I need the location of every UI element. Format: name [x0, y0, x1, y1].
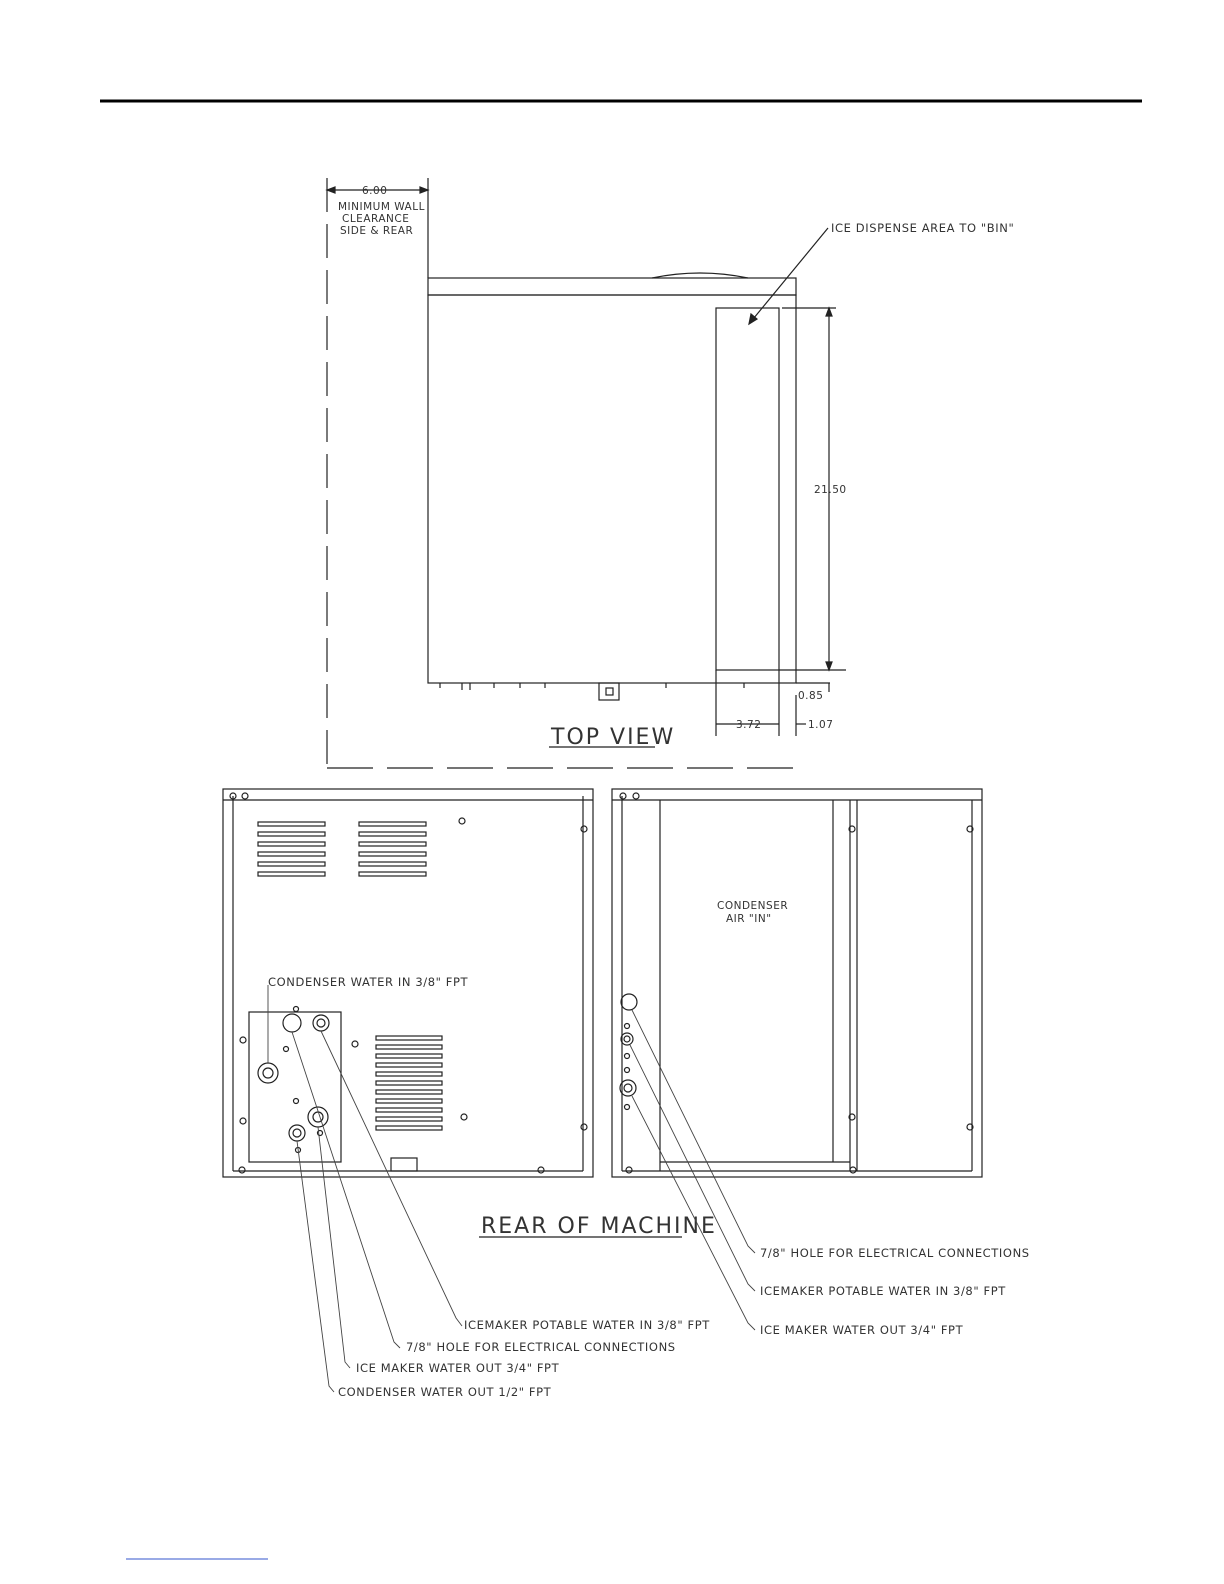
condenser-water-outlet [289, 1125, 305, 1141]
label-ice-maker-out-right: ICE MAKER WATER OUT 3/4" FPT [760, 1323, 964, 1337]
condenser-air-label-line-2: AIR "IN" [726, 913, 772, 925]
leader-condenser-water-out [297, 1141, 334, 1392]
rear-panel-right-outline [612, 789, 982, 1177]
arrowhead [826, 662, 832, 670]
label-condenser-water-in: CONDENSER WATER IN 3/8" FPT [268, 975, 469, 989]
icemaker-potable-inlet [313, 1015, 329, 1031]
cabinet-top-outline [428, 278, 796, 295]
clearance-label-line-3: SIDE & REAR [340, 225, 414, 237]
arrowhead [826, 308, 832, 316]
label-condenser-water-out: CONDENSER WATER OUT 1/2" FPT [338, 1385, 552, 1399]
leader-ice-maker-out-right [632, 1096, 755, 1330]
cabinet-body-outline [428, 295, 796, 683]
dim-dispense-width: 3.72 [736, 719, 762, 731]
rear-view-title: REAR OF MACHINE [481, 1214, 717, 1239]
arrowhead [420, 187, 428, 193]
label-icemaker-potable-right: ICEMAKER POTABLE WATER IN 3/8" FPT [760, 1284, 1006, 1298]
clearance-label-line-1: MINIMUM WALL [338, 201, 425, 213]
top-view [327, 178, 846, 768]
leader-ice-maker-out [318, 1127, 350, 1368]
electrical-hole [283, 1014, 301, 1032]
top-bump [652, 273, 748, 278]
leaders-right [630, 1010, 755, 1330]
leader-electrical-hole [292, 1032, 400, 1348]
leader-icemaker-potable-right [630, 1045, 755, 1291]
icemaker-potable-inlet [621, 1033, 633, 1045]
louver-group-upper-right [359, 822, 426, 876]
bottom-fittings [440, 683, 744, 690]
clearance-label-line-2: CLEARANCE [342, 213, 410, 225]
electrical-hole [621, 994, 637, 1010]
leaders-left [268, 985, 462, 1392]
ice-dispense-label: ICE DISPENSE AREA TO "BIN" [831, 221, 1015, 235]
label-electrical-hole-left: 7/8" HOLE FOR ELECTRICAL CONNECTIONS [406, 1340, 676, 1354]
condenser-air-label-line-1: CONDENSER [717, 900, 789, 912]
front-tab-inner [606, 688, 613, 695]
arrowhead [327, 187, 335, 193]
leader-icemaker-potable-in [321, 1031, 462, 1326]
top-view-title: TOP VIEW [551, 725, 676, 750]
label-electrical-hole-right: 7/8" HOLE FOR ELECTRICAL CONNECTIONS [760, 1246, 1030, 1260]
label-icemaker-potable-in: ICEMAKER POTABLE WATER IN 3/8" FPT [464, 1318, 710, 1332]
dim-depth: 21.50 [814, 484, 847, 496]
ice-dispense-area [716, 308, 779, 670]
label-ice-maker-out-left: ICE MAKER WATER OUT 3/4" FPT [356, 1361, 560, 1375]
dim-side-offset: 1.07 [808, 719, 834, 731]
louver-group-upper-left [258, 822, 325, 876]
clearance-value: 6.00 [362, 185, 388, 197]
leader-ice-dispense [749, 228, 828, 324]
dim-front-offset: 0.85 [798, 690, 824, 702]
louver-group-lower [376, 1036, 442, 1130]
rear-panel-right [612, 789, 982, 1177]
condenser-water-inlet [258, 1063, 278, 1083]
front-tab [599, 683, 619, 700]
